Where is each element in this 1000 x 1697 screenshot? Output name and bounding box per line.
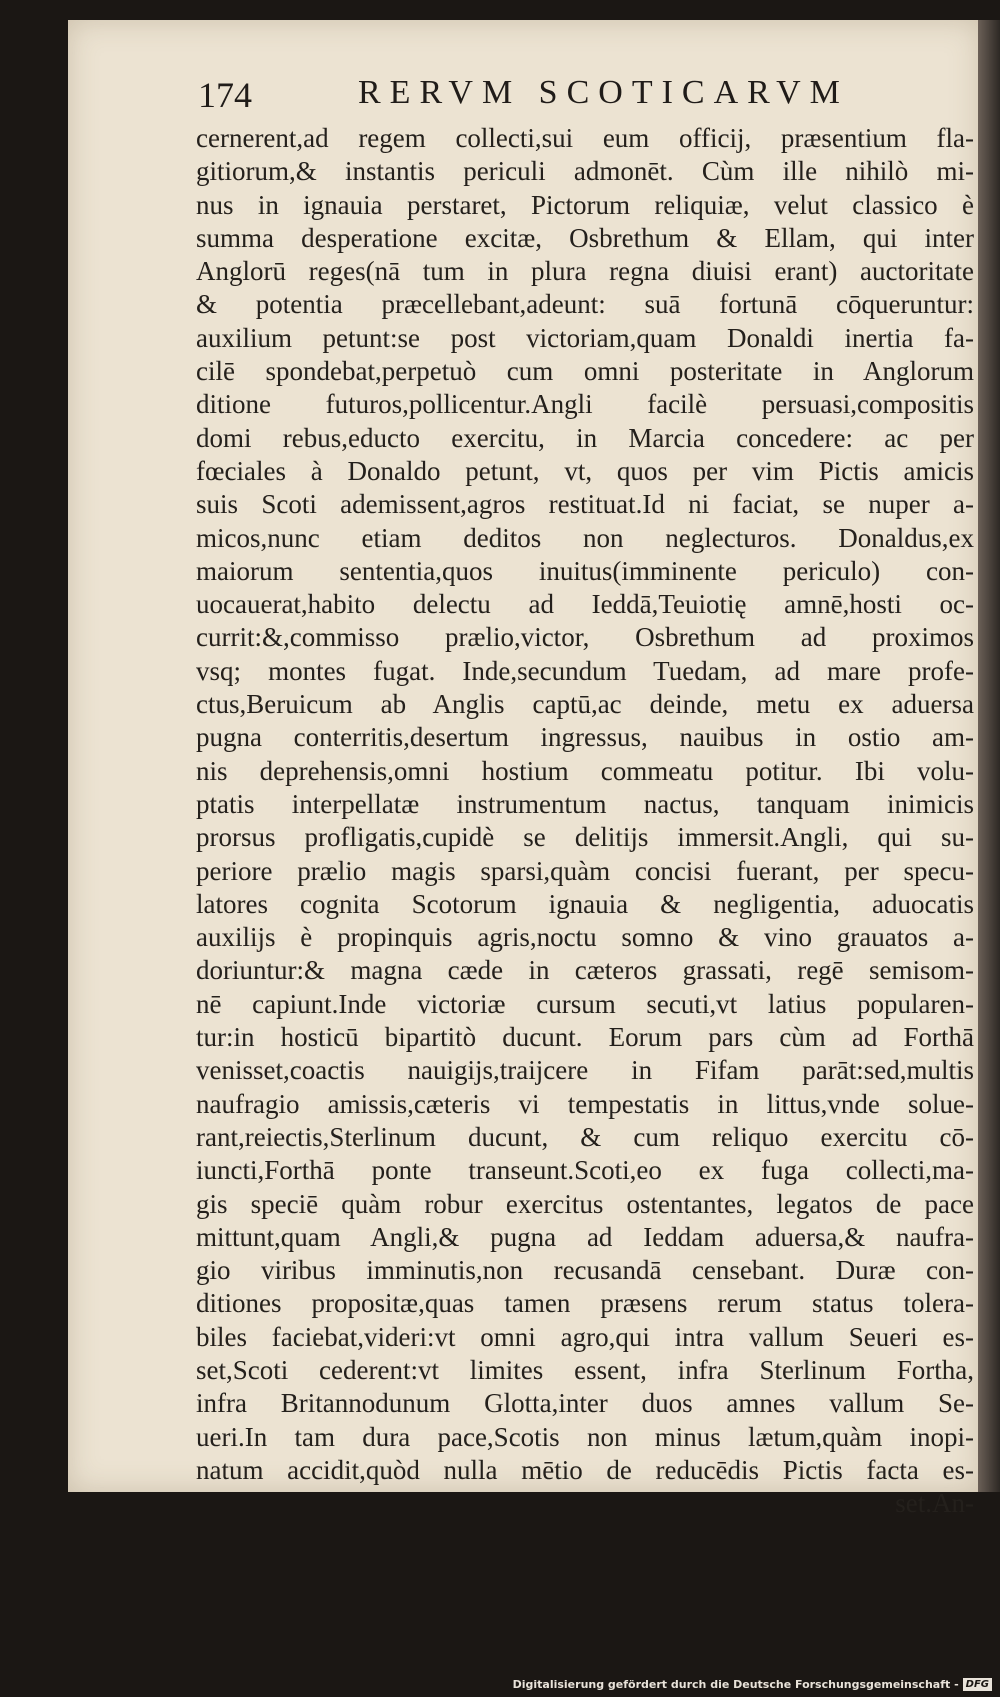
text-line: maiorum sententia,quos inuitus(imminente periculo) con- <box>196 555 974 586</box>
text-line: nis deprehensis,omni hostium commeatu potitur. Ibi volu- <box>196 755 974 786</box>
text-line: vsq; montes fugat. Inde,secundum Tuedam, ad mare profe- <box>196 655 974 686</box>
text-line: venisset,coactis nauigijs,traijcere in Fifam parāt:sed,multis <box>196 1055 974 1086</box>
text-line: gitiorum,& instantis periculi admonēt. Cùm ille nihilò mi- <box>196 156 974 187</box>
text-line: mittunt,quam Angli,& pugna ad Ieddam aduersa,& naufra- <box>196 1221 974 1252</box>
text-line: cernerent,ad regem collecti,sui eum officij, præsentium fla- <box>196 123 974 153</box>
text-line: & potentia præcellebant,adeunt: suā fortunā cōqueruntur: <box>196 289 974 320</box>
text-line: uocauerat,habito delectu ad Ieddā,Teuiotię amnē,hosti oc- <box>196 589 974 620</box>
text-line: domi rebus,educto exercitu, in Marcia concedere: ac per <box>196 422 974 453</box>
footer-credit: Digitalisierung gefördert durch die Deutsche Forschungsgemeinschaft - <box>512 1678 959 1691</box>
text-line: ctus,Beruicum ab Anglis captū,ac deinde, metu ex aduersa <box>196 689 974 720</box>
text-line: ditione futuros,pollicentur.Angli facilè persuasi,compositis <box>196 389 974 420</box>
text-line: gis speciē quàm robur exercitus ostentantes, legatos de pace <box>196 1188 974 1219</box>
text-line: iuncti,Forthā ponte transeunt.Scoti,eo ex fuga collecti,ma- <box>196 1155 974 1186</box>
running-head-title: RERVM SCOTICARVM <box>358 74 849 111</box>
running-head <box>198 74 978 122</box>
text-line: ditiones propositæ,quas tamen præsens rerum status tolera- <box>196 1288 974 1319</box>
text-line: ptatis interpellatæ instrumentum nactus, tanquam inimicis <box>196 788 974 819</box>
text-line: currit:&,commisso prælio,victor, Osbrethum ad proximos <box>196 622 974 653</box>
text-line: natum accidit,quòd nulla mētio de reducēdis Pictis facta es- <box>196 1454 974 1485</box>
text-line: latores cognita Scotorum ignauia & negligentia, aduocatis <box>196 888 974 919</box>
text-line: cilē spondebat,perpetuò cum omni posteritate in Anglorum <box>196 356 974 387</box>
text-line: biles faciebat,videri:vt omni agro,qui intra vallum Seueri es- <box>196 1321 974 1352</box>
page-edge <box>978 20 1000 1492</box>
page-number: 174 <box>198 75 252 115</box>
text-line: set.An- <box>895 1488 974 1519</box>
text-line: nus in ignauia perstaret, Pictorum reliquiæ, velut classico è <box>196 189 974 220</box>
body-text <box>196 122 974 1520</box>
text-line: naufragio amissis,cæteris vi tempestatis in littus,vnde solue- <box>196 1088 974 1119</box>
text-line: fœciales à Donaldo petunt, vt, quos per vim Pictis amicis <box>196 455 974 486</box>
text-line: auxilium petunt:se post victoriam,quam Donaldi inertia fa- <box>196 322 974 353</box>
text-line: tur:in hosticū bipartitò ducunt. Eorum pars cùm ad Forthā <box>196 1022 974 1053</box>
text-line: nē capiunt.Inde victoriæ cursum secuti,vt latius popularen- <box>196 988 974 1019</box>
text-line: periore prælio magis sparsi,quàm concisi fuerant, per specu- <box>196 855 974 886</box>
text-line: infra Britannodunum Glotta,inter duos amnes vallum Se- <box>196 1388 974 1419</box>
text-line: doriuntur:& magna cæde in cæteros grassati, regē semisom- <box>196 955 974 986</box>
text-line: prorsus profligatis,cupidè se delitijs immersit.Angli, qui su- <box>196 822 974 853</box>
text-line: gio viribus imminutis,non recusandā censebant. Duræ con- <box>196 1255 974 1286</box>
text-line: pugna conterritis,desertum ingressus, nauibus in ostio am- <box>196 722 974 753</box>
text-line: Anglorū reges(nā tum in plura regna diuisi erant) auctoritate <box>196 256 974 287</box>
digitization-footer <box>513 1678 992 1691</box>
text-line: micos,nunc etiam deditos non neglecturos. Donaldus,ex <box>196 522 974 553</box>
text-line: auxilijs è propinquis agris,noctu somno & vino grauatos a- <box>196 922 974 953</box>
text-line: set,Scoti cederent:vt limites essent, infra Sterlinum Fortha, <box>196 1354 974 1385</box>
text-line: rant,reiectis,Sterlinum ducunt, & cum reliquo exercitu cō- <box>196 1121 974 1152</box>
text-line: summa desperatione excitæ, Osbrethum & Ellam, qui inter <box>196 222 974 253</box>
text-line: suis Scoti ademissent,agros restituat.Id ni faciat, se nuper a- <box>196 489 974 520</box>
dfg-logo: DFG <box>963 1678 992 1691</box>
text-line: ueri.In tam dura pace,Scotis non minus lætum,quàm inopi- <box>196 1421 974 1452</box>
